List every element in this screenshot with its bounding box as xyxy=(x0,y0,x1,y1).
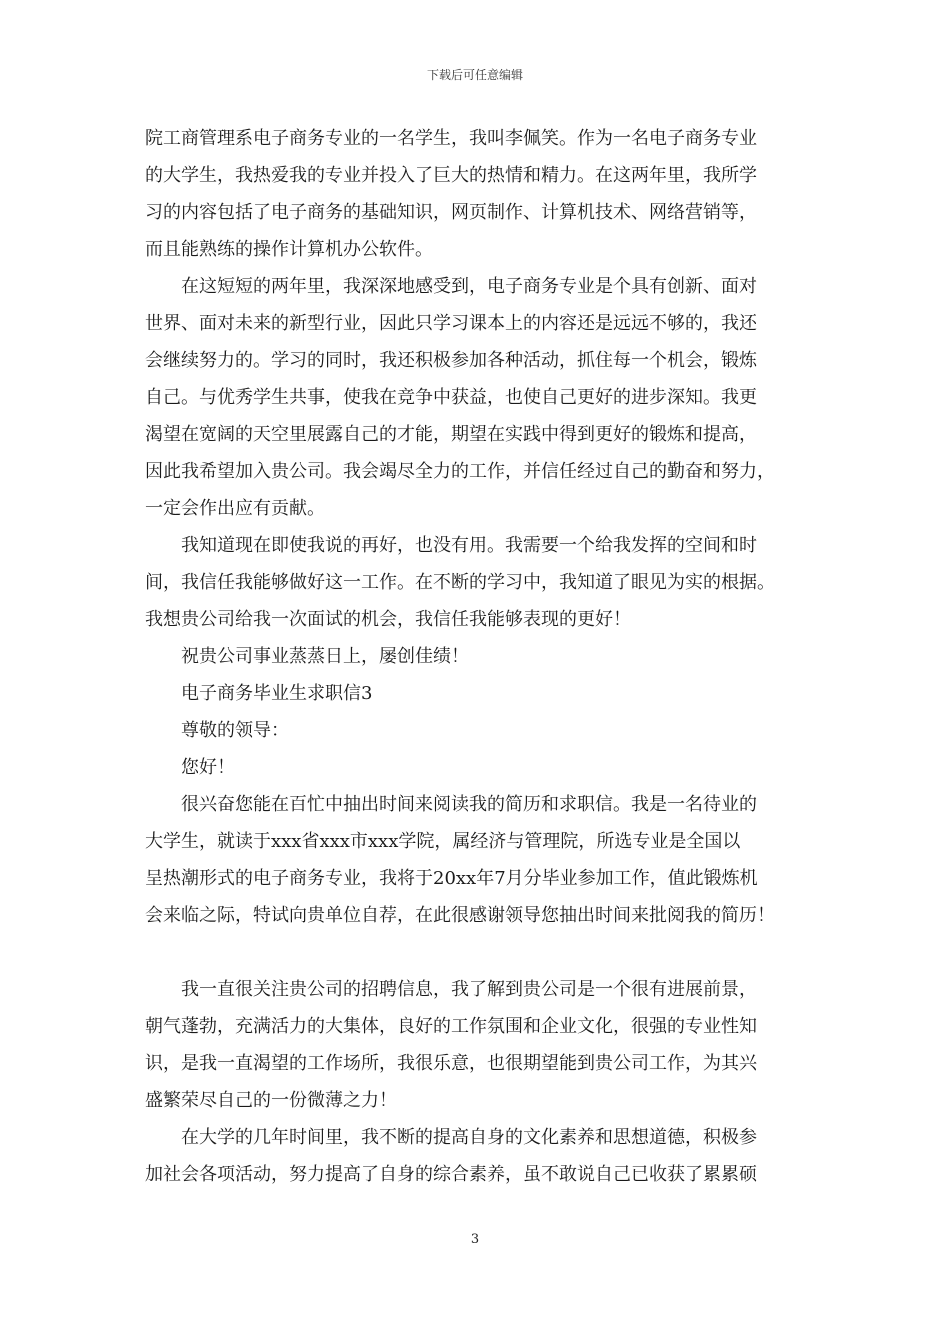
paragraph-interview-request xyxy=(145,527,825,638)
text-line: 自己。与优秀学生共事，使我在竞争中获益，也使自己更好的进步深知。我更 xyxy=(145,387,757,408)
text-line: 您好！ xyxy=(181,757,235,778)
text-line: 盛繁荣尽自己的一份微薄之力！ xyxy=(145,1090,397,1111)
text-line: 我知道现在即使我说的再好，也没有用。我需要一个给我发挥的空间和时 xyxy=(181,535,757,556)
text-line: 电子商务毕业生求职信3 xyxy=(181,683,373,704)
text-line: 习的内容包括了电子商务的基础知识，网页制作、计算机技术、网络营销等， xyxy=(145,202,757,223)
page-header: 下载后可任意编辑 xyxy=(426,68,523,82)
paragraph-two-years xyxy=(145,268,825,527)
paragraph-university-years xyxy=(145,1119,825,1193)
paragraph-closing-wish xyxy=(145,638,825,675)
text-line: 一定会作出应有贡献。 xyxy=(145,498,325,519)
text-line: 会继续努力的。学习的同时，我还积极参加各种活动，抓住每一个机会，锻炼 xyxy=(145,350,757,371)
text-line: 我一直很关注贵公司的招聘信息，我了解到贵公司是一个很有进展前景， xyxy=(181,979,757,1000)
text-line: 大学生，就读于xxx省xxx市xxx学院，属经济与管理院，所选专业是全国以 xyxy=(145,831,741,852)
page-number: 3 xyxy=(470,1232,480,1247)
paragraph-company-interest xyxy=(145,971,825,1119)
text-line: 渴望在宽阔的天空里展露自己的才能，期望在实践中得到更好的锻炼和提高， xyxy=(145,424,757,445)
text-line: 世界、面对未来的新型行业，因此只学习课本上的内容还是远远不够的，我还 xyxy=(145,313,757,334)
text-line: 识，是我一直渴望的工作场所，我很乐意，也很期望能到贵公司工作，为其兴 xyxy=(145,1053,757,1074)
text-line: 在大学的几年时间里，我不断的提高自身的文化素养和思想道德，积极参 xyxy=(181,1127,757,1148)
text-line: 间，我信任我能够做好这一工作。在不断的学习中，我知道了眼见为实的根据。 xyxy=(145,572,775,593)
paragraph-self-introduction xyxy=(145,786,825,934)
letter-title xyxy=(145,675,825,712)
text-line: 呈热潮形式的电子商务专业，我将于20xx年7月分毕业参加工作，值此锻炼机 xyxy=(145,868,758,889)
paragraph-spacer xyxy=(145,934,825,971)
text-line: 很兴奋您能在百忙中抽出时间来阅读我的简历和求职信。我是一名待业的 xyxy=(181,794,757,815)
text-line: 朝气蓬勃，充满活力的大集体，良好的工作氛围和企业文化，很强的专业性知 xyxy=(145,1016,757,1037)
text-line: 加社会各项活动，努力提高了自身的综合素养，虽不敢说自己已收获了累累硕 xyxy=(145,1164,757,1185)
text-line: 会来临之际，特试向贵单位自荐，在此很感谢领导您抽出时间来批阅我的简历！ xyxy=(145,905,775,926)
text-line: 而且能熟练的操作计算机办公软件。 xyxy=(145,239,433,260)
text-line: 院工商管理系电子商务专业的一名学生，我叫李佩笑。作为一名电子商务专业 xyxy=(145,128,757,149)
paragraph-intro-continued xyxy=(145,120,825,268)
text-line: 祝贵公司事业蒸蒸日上，屡创佳绩！ xyxy=(181,646,469,667)
text-line: 尊敬的领导： xyxy=(181,720,289,741)
text-line: 因此我希望加入贵公司。我会竭尽全力的工作，并信任经过自己的勤奋和努力， xyxy=(145,461,775,482)
text-line: 的大学生，我热爱我的专业并投入了巨大的热情和精力。在这两年里，我所学 xyxy=(145,165,757,186)
text-line: 在这短短的两年里，我深深地感受到，电子商务专业是个具有创新、面对 xyxy=(181,276,757,297)
salutation xyxy=(145,712,825,749)
text-line: 我想贵公司给我一次面试的机会，我信任我能够表现的更好！ xyxy=(145,609,631,630)
document-body xyxy=(145,120,825,1193)
greeting xyxy=(145,749,825,786)
